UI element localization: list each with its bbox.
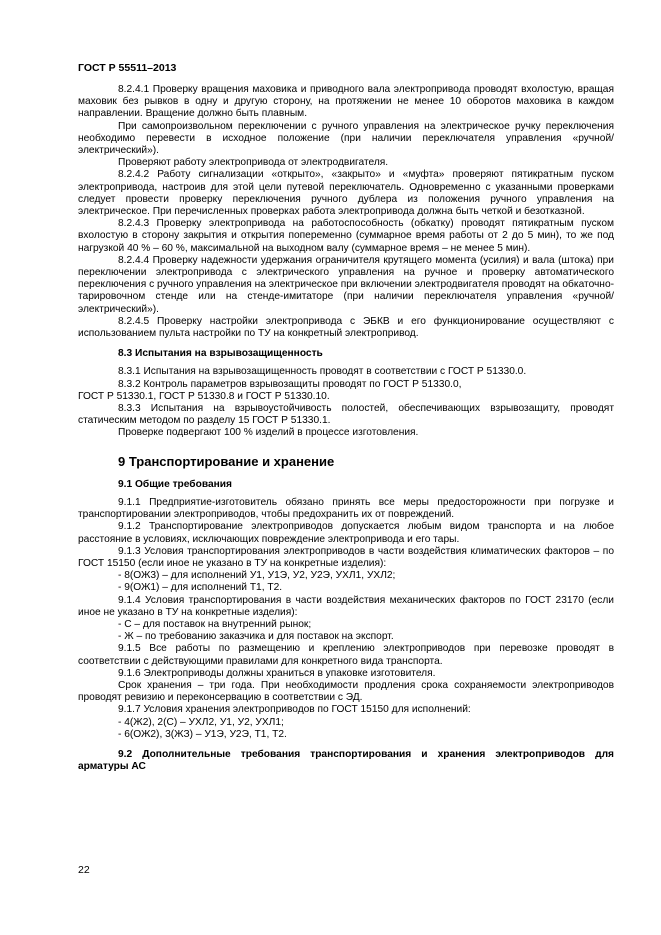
paragraph-8-3-1: 8.3.1 Испытания на взрывозащищенность проводят в соответствии с ГОСТ Р 51330.0. (118, 366, 527, 378)
paragraph-8-2-4-4: 8.2.4.4 Проверку надежности удержания ограничителя крутящего момента (усилия) и вала (штока) при переключении электропривода с электрического управления на ручное и проверку автоматического переключения с ручного управления на электрическое при включении электродвигателя проводят на обкаточно-тарировочном стенде или на стенде-имитаторе (при наличии переключателя управления «ручной/электрический»). (78, 254, 614, 315)
section-heading-9: 9 Транспортирование и хранение (118, 453, 335, 469)
paragraph: Проверке подвергают 100 % изделий в процессе изготовления. (118, 427, 419, 439)
list-item: - 4(Ж2), 2(С) – УХЛ2, У1, У2, УХЛ1; (118, 716, 284, 728)
paragraph: Проверяют работу электропривода от электродвигателя. (118, 157, 389, 169)
paragraph-9-1-6: 9.1.6 Электроприводы должны храниться в упаковке изготовителя. (118, 667, 436, 679)
subsection-heading-9-1: 9.1 Общие требования (118, 478, 232, 490)
paragraph-8-2-4-1: 8.2.4.1 Проверку вращения маховика и приводного вала электропривода проводят вхолостую, вращая маховик без рывков в одну и другую сторону, на протяжении не менее 10 оборотов маховика в каждом направлении. Вращение должно быть плавным. (78, 84, 614, 120)
page-number: 22 (78, 864, 90, 876)
paragraph-9-1-5: 9.1.5 Все работы по размещению и креплению электроприводов при перевозке проводят в соответствии с действующими правилами для конкретного вида транспорта. (78, 643, 614, 667)
list-item: - 9(ОЖ1) – для исполнений Т1, Т2. (118, 582, 283, 594)
paragraph-9-1-7: 9.1.7 Условия хранения электроприводов по ГОСТ 15150 для исполнений: (118, 704, 471, 716)
paragraph-8-3-3: 8.3.3 Испытания на взрывоустойчивость полостей, обеспечивающих взрывозащиту, проводят статическим методом по разделу 15 ГОСТ Р 51330.1. (78, 403, 614, 427)
list-item: - 6(ОЖ2), 3(ЖЗ) – У1Э, У2Э, Т1, Т2. (118, 728, 287, 740)
list-item: - 8(ОЖ3) – для исполнений У1, У1Э, У2, У2Э, УХЛ1, УХЛ2; (118, 570, 396, 582)
document-header: ГОСТ Р 55511–2013 (78, 62, 177, 74)
paragraph-9-1-1: 9.1.1 Предприятие-изготовитель обязано принять все меры предосторожности при погрузке и транспортировании электроприводов, чтобы предохранить их от повреждений. (78, 496, 614, 521)
page-body (78, 84, 614, 779)
list-item: - Ж – по требованию заказчика и для поставок на экспорт. (118, 631, 394, 643)
paragraph-8-2-4-5: 8.2.4.5 Проверку настройки электропривода с ЭБКВ и его функционирование осуществляют с использованием пульта настройки по ТУ на конкретный электропривод. (78, 315, 614, 340)
paragraph-8-3-2: 8.3.2 Контроль параметров взрывозащиты проводят по ГОСТ Р 51330.0, (118, 378, 462, 390)
paragraph: При самопроизвольном переключении с ручного управления на электрическое ручку переключения необходимо перевести в исходное положение (при наличии переключателя управления «ручной/электрический»). (78, 120, 614, 157)
paragraph-9-1-3: 9.1.3 Условия транспортирования электроприводов в части воздействия климатических факторов – по ГОСТ 15150 (если иное не указано в ТУ на конкретные изделия): (78, 545, 614, 569)
paragraph: Срок хранения – три года. При необходимости продления срока сохраняемости электроприводов проводят ревизию и переконсервацию в соответствии с ЭД. (78, 679, 614, 704)
paragraph-9-1-2: 9.1.2 Транспортирование электроприводов допускается любым видом транспорта и на любое расстояние в условиях, исключающих повреждение электропривода и его тары. (78, 521, 614, 545)
paragraph-8-2-4-3: 8.2.4.3 Проверку электропривода на работоспособность (обкатку) проводят пятикратным пуском вхолостую в сторону закрытия и открытия попеременно (суммарное время работы от 2 до 5 мин), то же под нагрузкой 40 % – 60 %, максимальной на выходном валу (суммарное время – не менее 5 мин). (78, 218, 614, 254)
subsection-heading-9-2: 9.2 Дополнительные требования транспортирования и хранения электроприводов для арматуры АС (78, 748, 614, 773)
subsection-heading-8-3: 8.3 Испытания на взрывозащищенность (118, 348, 323, 360)
paragraph-9-1-4: 9.1.4 Условия транспортирования в части воздействия механических факторов по ГОСТ 23170 (если иное не указано в ТУ на конкретные изделия): (78, 594, 614, 618)
paragraph-8-3-2-cont: ГОСТ Р 51330.1, ГОСТ Р 51330.8 и ГОСТ Р 51330.10. (78, 390, 330, 402)
list-item: - С – для поставок на внутренний рынок; (118, 618, 312, 630)
paragraph-8-2-4-2: 8.2.4.2 Работу сигнализации «открыто», «закрыто» и «муфта» проверяют пятикратным пуском электропривода, настроив для этой цели путевой переключатель. Одновременно с указанными проверками следует провести проверку переключения ручного дублера из положения ручного управления на электрическое. При перечисленных проверках работа электропривода должна быть четкой и безотказной. (78, 169, 614, 218)
